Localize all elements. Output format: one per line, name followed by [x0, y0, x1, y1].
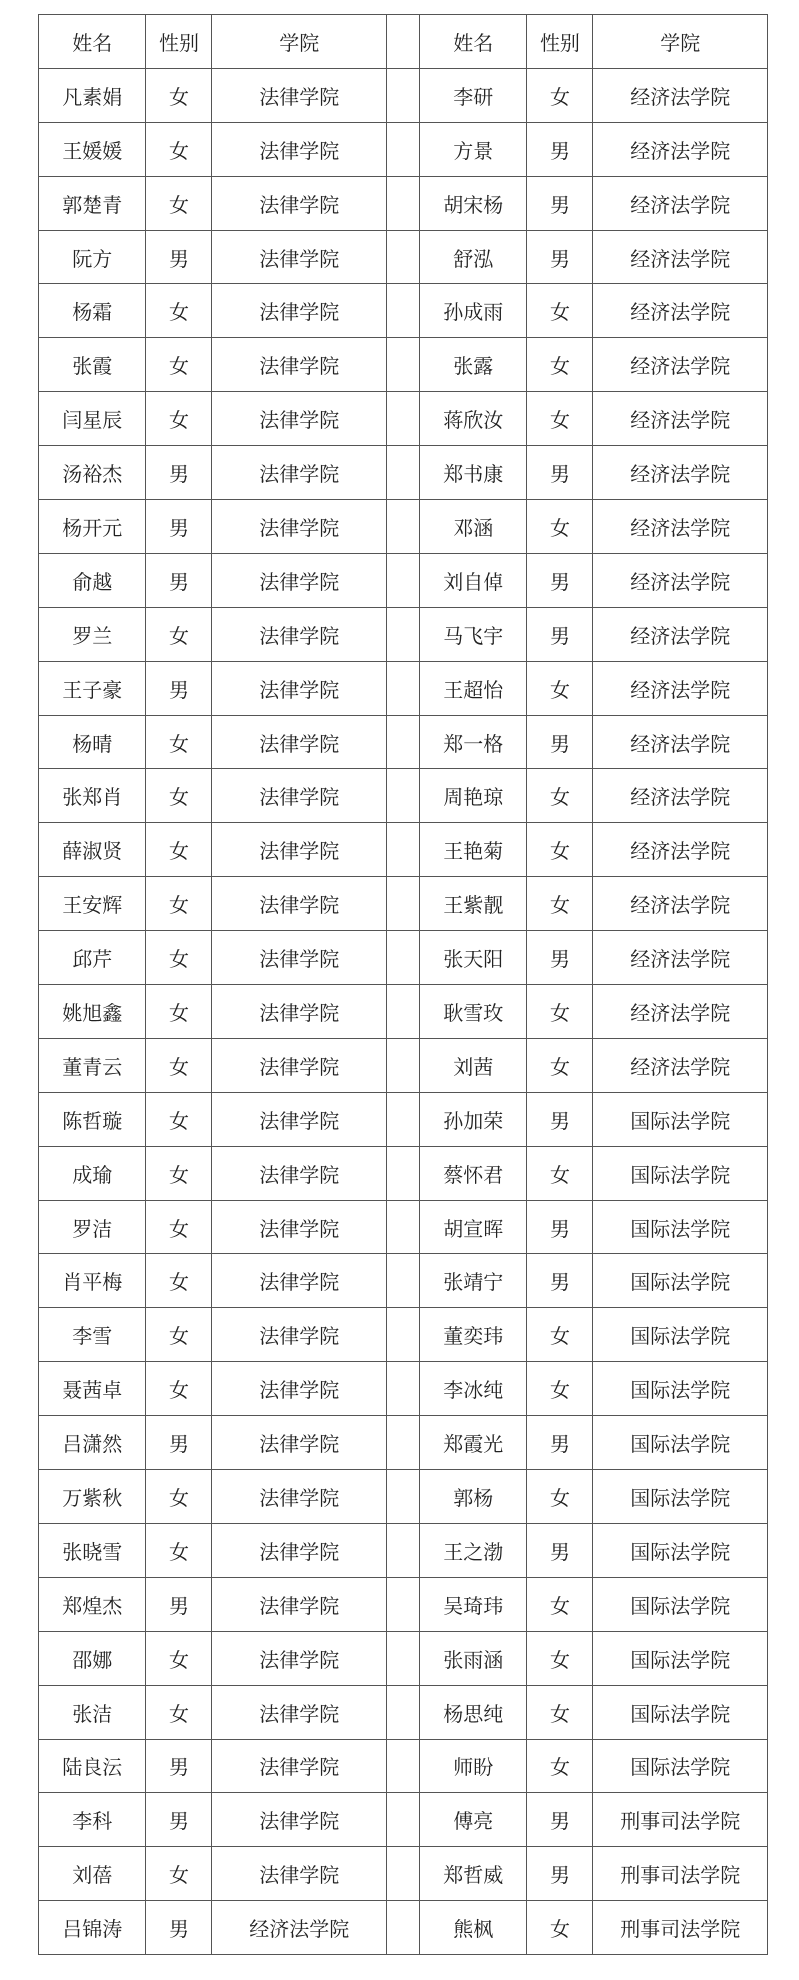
right-name-cell: 董奕玮: [419, 1308, 526, 1362]
left-name-cell: 张晓雪: [39, 1523, 146, 1577]
right-college-cell: 经济法学院: [593, 661, 768, 715]
left-name-cell: 万紫秋: [39, 1470, 146, 1524]
left-college-cell: 法律学院: [212, 1847, 387, 1901]
right-college-cell: 经济法学院: [593, 553, 768, 607]
right-name-cell: 王艳菊: [419, 823, 526, 877]
left-name-cell: 张洁: [39, 1685, 146, 1739]
right-college-cell: 国际法学院: [593, 1254, 768, 1308]
left-gender-cell: 女: [146, 931, 212, 985]
gap-cell: [386, 122, 419, 176]
left-college-cell: 法律学院: [212, 769, 387, 823]
left-name-cell: 郭楚青: [39, 176, 146, 230]
gap-cell: [386, 1793, 419, 1847]
left-gender-cell: 女: [146, 176, 212, 230]
gap-cell: [386, 392, 419, 446]
left-college-cell: 法律学院: [212, 1362, 387, 1416]
right-college-cell: 国际法学院: [593, 1362, 768, 1416]
header-row: [39, 15, 768, 69]
gap-cell: [386, 985, 419, 1039]
right-name-cell: 张雨涵: [419, 1631, 526, 1685]
right-gender-cell: 女: [527, 1146, 593, 1200]
left-name-cell: 邵娜: [39, 1631, 146, 1685]
right-name-cell: 孙成雨: [419, 284, 526, 338]
gap-cell: [386, 284, 419, 338]
right-college-cell: 刑事司法学院: [593, 1847, 768, 1901]
left-name-cell: 王子豪: [39, 661, 146, 715]
gap-cell: [386, 176, 419, 230]
table-row: [39, 230, 768, 284]
table-row: [39, 715, 768, 769]
gap-cell: [386, 68, 419, 122]
gap-cell: [386, 1200, 419, 1254]
left-name-cell: 王安辉: [39, 877, 146, 931]
left-gender-cell: 女: [146, 1685, 212, 1739]
roster-body: [39, 68, 768, 1954]
left-name-cell: 聂茜卓: [39, 1362, 146, 1416]
left-college-cell: 法律学院: [212, 1092, 387, 1146]
gap-cell: [386, 1901, 419, 1955]
left-college-cell: 法律学院: [212, 176, 387, 230]
right-college-cell: 经济法学院: [593, 68, 768, 122]
gap-cell: [386, 338, 419, 392]
left-college-cell: 法律学院: [212, 1523, 387, 1577]
table-row: [39, 1416, 768, 1470]
table-row: [39, 392, 768, 446]
left-college-cell: 法律学院: [212, 1577, 387, 1631]
left-name-cell: 杨霜: [39, 284, 146, 338]
left-gender-cell: 女: [146, 1200, 212, 1254]
header-name-left: 姓名: [39, 15, 146, 69]
right-college-cell: 经济法学院: [593, 284, 768, 338]
right-college-cell: 刑事司法学院: [593, 1901, 768, 1955]
left-college-cell: 法律学院: [212, 823, 387, 877]
left-name-cell: 肖平梅: [39, 1254, 146, 1308]
right-gender-cell: 女: [527, 823, 593, 877]
gap-cell: [386, 1685, 419, 1739]
right-gender-cell: 男: [527, 230, 593, 284]
gap-cell: [386, 1362, 419, 1416]
left-name-cell: 杨开元: [39, 500, 146, 554]
gap-cell: [386, 553, 419, 607]
gap-cell: [386, 1308, 419, 1362]
right-college-cell: 经济法学院: [593, 823, 768, 877]
right-gender-cell: 男: [527, 1416, 593, 1470]
right-college-cell: 经济法学院: [593, 338, 768, 392]
left-name-cell: 薛淑贤: [39, 823, 146, 877]
left-name-cell: 陈哲璇: [39, 1092, 146, 1146]
table-row: [39, 931, 768, 985]
left-gender-cell: 女: [146, 1362, 212, 1416]
right-name-cell: 孙加荣: [419, 1092, 526, 1146]
left-name-cell: 闫星辰: [39, 392, 146, 446]
table-row: [39, 877, 768, 931]
right-gender-cell: 男: [527, 176, 593, 230]
right-name-cell: 张露: [419, 338, 526, 392]
right-college-cell: 国际法学院: [593, 1523, 768, 1577]
right-college-cell: 经济法学院: [593, 769, 768, 823]
left-gender-cell: 女: [146, 1523, 212, 1577]
gap-cell: [386, 1577, 419, 1631]
right-gender-cell: 男: [527, 607, 593, 661]
left-gender-cell: 男: [146, 500, 212, 554]
left-gender-cell: 男: [146, 1416, 212, 1470]
right-gender-cell: 女: [527, 985, 593, 1039]
table-row: [39, 1577, 768, 1631]
gap-cell: [386, 1146, 419, 1200]
right-college-cell: 经济法学院: [593, 176, 768, 230]
gap-cell: [386, 1254, 419, 1308]
left-name-cell: 李雪: [39, 1308, 146, 1362]
right-gender-cell: 男: [527, 1092, 593, 1146]
right-gender-cell: 女: [527, 1901, 593, 1955]
right-gender-cell: 女: [527, 500, 593, 554]
gap-cell: [386, 1038, 419, 1092]
left-gender-cell: 女: [146, 1038, 212, 1092]
header-college-right: 学院: [593, 15, 768, 69]
right-gender-cell: 女: [527, 1362, 593, 1416]
left-gender-cell: 女: [146, 1308, 212, 1362]
right-name-cell: 吴琦玮: [419, 1577, 526, 1631]
table-row: [39, 1308, 768, 1362]
right-gender-cell: 男: [527, 1200, 593, 1254]
left-college-cell: 法律学院: [212, 284, 387, 338]
gap-cell: [386, 230, 419, 284]
left-name-cell: 罗洁: [39, 1200, 146, 1254]
table-row: [39, 1901, 768, 1955]
table-row: [39, 1092, 768, 1146]
left-gender-cell: 男: [146, 446, 212, 500]
gap-cell: [386, 1523, 419, 1577]
left-college-cell: 法律学院: [212, 1416, 387, 1470]
right-name-cell: 杨思纯: [419, 1685, 526, 1739]
left-gender-cell: 男: [146, 553, 212, 607]
right-gender-cell: 男: [527, 1793, 593, 1847]
left-gender-cell: 女: [146, 284, 212, 338]
left-college-cell: 法律学院: [212, 230, 387, 284]
left-college-cell: 法律学院: [212, 661, 387, 715]
right-gender-cell: 女: [527, 661, 593, 715]
gap-cell: [386, 500, 419, 554]
left-college-cell: 法律学院: [212, 1470, 387, 1524]
table-row: [39, 68, 768, 122]
left-gender-cell: 女: [146, 877, 212, 931]
left-gender-cell: 女: [146, 392, 212, 446]
right-college-cell: 国际法学院: [593, 1577, 768, 1631]
left-college-cell: 法律学院: [212, 1739, 387, 1793]
left-name-cell: 张郑肖: [39, 769, 146, 823]
left-college-cell: 法律学院: [212, 1631, 387, 1685]
table-row: [39, 823, 768, 877]
header-name-right: 姓名: [419, 15, 526, 69]
table-row: [39, 1254, 768, 1308]
right-college-cell: 刑事司法学院: [593, 1793, 768, 1847]
left-college-cell: 法律学院: [212, 1308, 387, 1362]
right-gender-cell: 女: [527, 1308, 593, 1362]
right-gender-cell: 女: [527, 1631, 593, 1685]
gap-cell: [386, 661, 419, 715]
right-gender-cell: 男: [527, 1847, 593, 1901]
left-college-cell: 法律学院: [212, 122, 387, 176]
right-name-cell: 蒋欣汝: [419, 392, 526, 446]
right-gender-cell: 女: [527, 68, 593, 122]
right-name-cell: 刘茜: [419, 1038, 526, 1092]
right-name-cell: 耿雪玫: [419, 985, 526, 1039]
left-gender-cell: 女: [146, 715, 212, 769]
right-name-cell: 邓涵: [419, 500, 526, 554]
table-row: [39, 1470, 768, 1524]
right-college-cell: 经济法学院: [593, 500, 768, 554]
right-college-cell: 国际法学院: [593, 1631, 768, 1685]
right-gender-cell: 女: [527, 1038, 593, 1092]
table-row: [39, 176, 768, 230]
right-gender-cell: 男: [527, 122, 593, 176]
right-college-cell: 经济法学院: [593, 877, 768, 931]
gap-cell: [386, 1092, 419, 1146]
right-gender-cell: 女: [527, 877, 593, 931]
right-college-cell: 国际法学院: [593, 1470, 768, 1524]
right-name-cell: 师盼: [419, 1739, 526, 1793]
left-college-cell: 法律学院: [212, 1146, 387, 1200]
right-college-cell: 国际法学院: [593, 1200, 768, 1254]
left-name-cell: 王媛媛: [39, 122, 146, 176]
table-row: [39, 338, 768, 392]
right-gender-cell: 女: [527, 1685, 593, 1739]
left-name-cell: 成瑜: [39, 1146, 146, 1200]
right-name-cell: 刘自倬: [419, 553, 526, 607]
left-college-cell: 法律学院: [212, 1685, 387, 1739]
gap-cell: [386, 769, 419, 823]
right-name-cell: 胡宣晖: [419, 1200, 526, 1254]
right-college-cell: 经济法学院: [593, 392, 768, 446]
left-gender-cell: 女: [146, 1254, 212, 1308]
gap-cell: [386, 715, 419, 769]
right-college-cell: 国际法学院: [593, 1146, 768, 1200]
left-name-cell: 张霞: [39, 338, 146, 392]
right-name-cell: 方景: [419, 122, 526, 176]
left-name-cell: 吕潇然: [39, 1416, 146, 1470]
left-gender-cell: 女: [146, 1146, 212, 1200]
table-row: [39, 661, 768, 715]
left-gender-cell: 男: [146, 661, 212, 715]
gap-cell: [386, 1470, 419, 1524]
right-gender-cell: 男: [527, 446, 593, 500]
left-name-cell: 阮方: [39, 230, 146, 284]
right-college-cell: 经济法学院: [593, 230, 768, 284]
table-row: [39, 1038, 768, 1092]
left-gender-cell: 女: [146, 769, 212, 823]
right-name-cell: 蔡怀君: [419, 1146, 526, 1200]
table-row: [39, 500, 768, 554]
right-name-cell: 郑哲威: [419, 1847, 526, 1901]
left-gender-cell: 女: [146, 607, 212, 661]
table-row: [39, 1685, 768, 1739]
left-name-cell: 吕锦涛: [39, 1901, 146, 1955]
left-name-cell: 董青云: [39, 1038, 146, 1092]
right-name-cell: 王紫靓: [419, 877, 526, 931]
table-row: [39, 1200, 768, 1254]
right-college-cell: 国际法学院: [593, 1416, 768, 1470]
gap-cell: [386, 823, 419, 877]
left-gender-cell: 男: [146, 230, 212, 284]
left-gender-cell: 女: [146, 68, 212, 122]
right-gender-cell: 女: [527, 1470, 593, 1524]
right-college-cell: 国际法学院: [593, 1739, 768, 1793]
left-college-cell: 法律学院: [212, 553, 387, 607]
left-college-cell: 法律学院: [212, 1254, 387, 1308]
left-college-cell: 法律学院: [212, 500, 387, 554]
right-name-cell: 郑书康: [419, 446, 526, 500]
left-name-cell: 罗兰: [39, 607, 146, 661]
left-gender-cell: 女: [146, 985, 212, 1039]
right-gender-cell: 男: [527, 715, 593, 769]
left-college-cell: 法律学院: [212, 338, 387, 392]
left-college-cell: 法律学院: [212, 68, 387, 122]
left-gender-cell: 男: [146, 1901, 212, 1955]
header-gender-left: 性别: [146, 15, 212, 69]
left-college-cell: 法律学院: [212, 1793, 387, 1847]
roster-header: [39, 15, 768, 69]
right-gender-cell: 女: [527, 392, 593, 446]
right-gender-cell: 女: [527, 338, 593, 392]
left-college-cell: 法律学院: [212, 392, 387, 446]
gap-cell: [386, 1631, 419, 1685]
table-row: [39, 1146, 768, 1200]
right-name-cell: 舒泓: [419, 230, 526, 284]
right-name-cell: 郑霞光: [419, 1416, 526, 1470]
table-row: [39, 607, 768, 661]
left-name-cell: 杨晴: [39, 715, 146, 769]
left-college-cell: 法律学院: [212, 1200, 387, 1254]
right-gender-cell: 男: [527, 1523, 593, 1577]
right-college-cell: 经济法学院: [593, 607, 768, 661]
right-name-cell: 胡宋杨: [419, 176, 526, 230]
right-gender-cell: 男: [527, 931, 593, 985]
table-row: [39, 1739, 768, 1793]
table-row: [39, 553, 768, 607]
left-name-cell: 郑煌杰: [39, 1577, 146, 1631]
left-name-cell: 凡素娟: [39, 68, 146, 122]
left-college-cell: 法律学院: [212, 931, 387, 985]
right-name-cell: 郑一格: [419, 715, 526, 769]
gap-cell: [386, 607, 419, 661]
right-college-cell: 经济法学院: [593, 715, 768, 769]
table-row: [39, 1793, 768, 1847]
right-college-cell: 经济法学院: [593, 122, 768, 176]
right-college-cell: 国际法学院: [593, 1092, 768, 1146]
right-college-cell: 经济法学院: [593, 446, 768, 500]
right-college-cell: 国际法学院: [593, 1308, 768, 1362]
left-college-cell: 法律学院: [212, 607, 387, 661]
left-gender-cell: 女: [146, 1847, 212, 1901]
gap-cell: [386, 1416, 419, 1470]
left-college-cell: 经济法学院: [212, 1901, 387, 1955]
left-gender-cell: 女: [146, 1631, 212, 1685]
gap-cell: [386, 1847, 419, 1901]
left-name-cell: 姚旭鑫: [39, 985, 146, 1039]
gap-cell: [386, 877, 419, 931]
left-name-cell: 李科: [39, 1793, 146, 1847]
right-name-cell: 李冰纯: [419, 1362, 526, 1416]
right-name-cell: 马飞宇: [419, 607, 526, 661]
right-gender-cell: 女: [527, 284, 593, 338]
gap-cell: [386, 446, 419, 500]
table-row: [39, 769, 768, 823]
table-row: [39, 1847, 768, 1901]
gap-cell: [386, 931, 419, 985]
table-row: [39, 985, 768, 1039]
left-college-cell: 法律学院: [212, 1038, 387, 1092]
right-name-cell: 傅亮: [419, 1793, 526, 1847]
table-row: [39, 1523, 768, 1577]
right-college-cell: 经济法学院: [593, 931, 768, 985]
right-gender-cell: 女: [527, 1577, 593, 1631]
left-college-cell: 法律学院: [212, 446, 387, 500]
header-gender-right: 性别: [527, 15, 593, 69]
student-roster-table: [38, 14, 768, 1955]
right-gender-cell: 女: [527, 769, 593, 823]
left-name-cell: 俞越: [39, 553, 146, 607]
left-gender-cell: 女: [146, 1470, 212, 1524]
left-gender-cell: 女: [146, 122, 212, 176]
gap-cell: [386, 1739, 419, 1793]
right-name-cell: 张靖宁: [419, 1254, 526, 1308]
left-gender-cell: 女: [146, 823, 212, 877]
left-name-cell: 邱芹: [39, 931, 146, 985]
right-college-cell: 经济法学院: [593, 1038, 768, 1092]
right-college-cell: 国际法学院: [593, 1685, 768, 1739]
right-gender-cell: 男: [527, 553, 593, 607]
left-gender-cell: 男: [146, 1577, 212, 1631]
table-row: [39, 446, 768, 500]
left-gender-cell: 女: [146, 1092, 212, 1146]
header-college-left: 学院: [212, 15, 387, 69]
right-gender-cell: 女: [527, 1739, 593, 1793]
gap-cell: [386, 15, 419, 69]
left-college-cell: 法律学院: [212, 877, 387, 931]
right-name-cell: 郭杨: [419, 1470, 526, 1524]
table-row: [39, 1631, 768, 1685]
right-gender-cell: 男: [527, 1254, 593, 1308]
right-name-cell: 张天阳: [419, 931, 526, 985]
right-name-cell: 周艳琼: [419, 769, 526, 823]
left-name-cell: 汤裕杰: [39, 446, 146, 500]
left-name-cell: 刘蓓: [39, 1847, 146, 1901]
table-row: [39, 1362, 768, 1416]
right-name-cell: 王超怡: [419, 661, 526, 715]
table-row: [39, 122, 768, 176]
table-row: [39, 284, 768, 338]
right-name-cell: 熊枫: [419, 1901, 526, 1955]
right-college-cell: 经济法学院: [593, 985, 768, 1039]
left-gender-cell: 男: [146, 1793, 212, 1847]
left-gender-cell: 男: [146, 1739, 212, 1793]
right-name-cell: 李研: [419, 68, 526, 122]
right-name-cell: 王之渤: [419, 1523, 526, 1577]
left-gender-cell: 女: [146, 338, 212, 392]
left-college-cell: 法律学院: [212, 715, 387, 769]
left-college-cell: 法律学院: [212, 985, 387, 1039]
left-name-cell: 陆良沄: [39, 1739, 146, 1793]
